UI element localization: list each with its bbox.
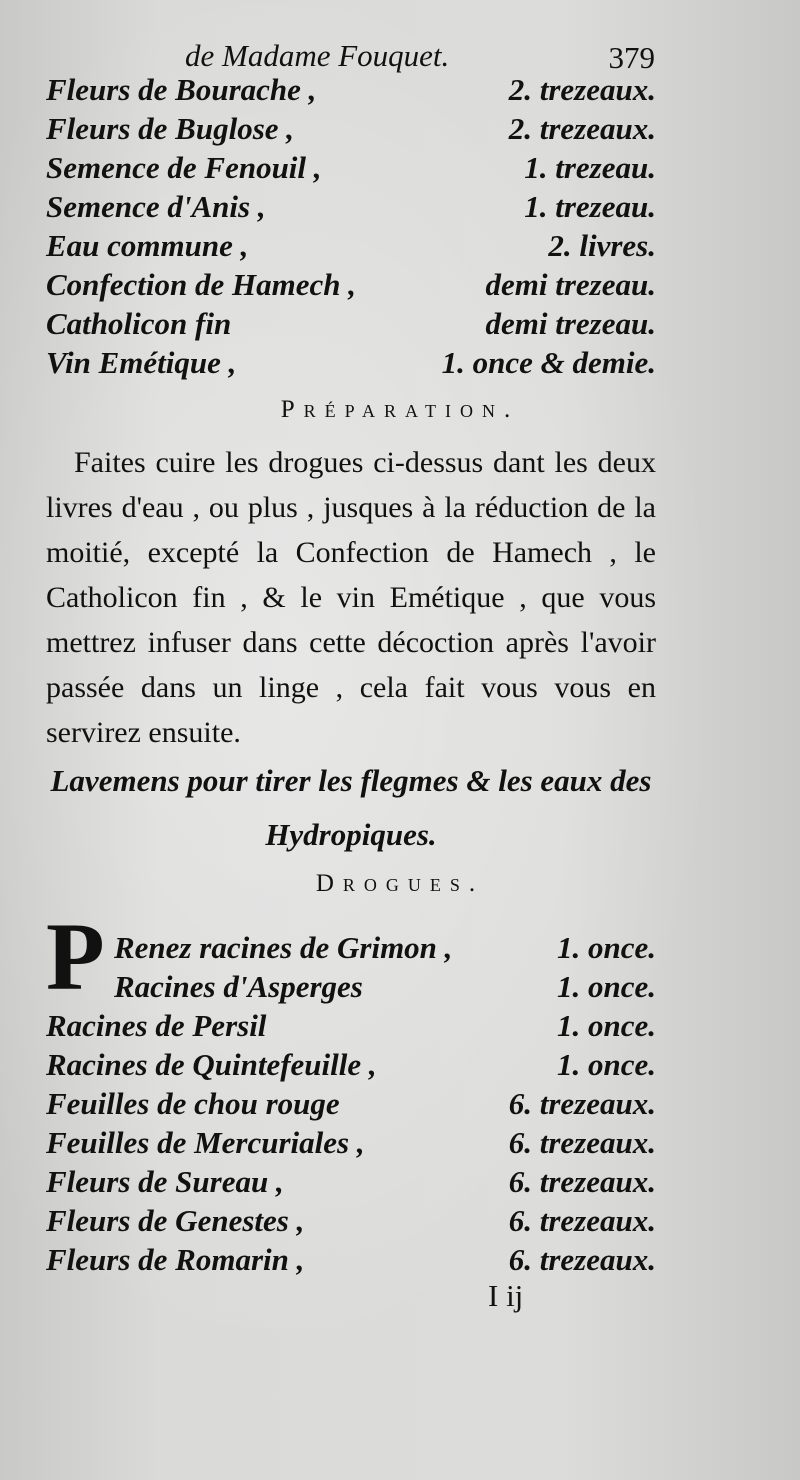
ingredient-row [46, 111, 656, 150]
page-number: 379 [608, 40, 655, 75]
ingredient-row [46, 72, 656, 111]
ingredient-quantity: 2. livres. [548, 228, 656, 263]
ingredient-row [46, 930, 656, 969]
ingredient-row [46, 1203, 656, 1242]
ingredient-quantity: 1. once. [556, 969, 656, 1004]
ingredient-quantity: demi trezeau. [485, 306, 656, 341]
ingredient-row [46, 267, 656, 306]
preparation-heading: Préparation. [280, 396, 520, 423]
drop-cap-initial: P [46, 903, 105, 1010]
first-ingredient-list [46, 72, 656, 384]
ingredient-name: Racines de Persil [46, 1008, 267, 1043]
ingredient-quantity: 6. trezeaux. [508, 1125, 656, 1160]
ingredient-row [46, 345, 656, 384]
ingredient-row [46, 969, 656, 1008]
ingredient-row [46, 228, 656, 267]
ingredient-row [46, 1164, 656, 1203]
ingredient-name: Vin Emétique , [46, 345, 237, 380]
ingredient-quantity: 1. once. [556, 1008, 656, 1043]
preparation-text: Faites cuire les drogues ci-dessus dant les deux livres d'eau , ou plus , jusques à la réduction de la moitié, excepté la Confection de Hamech , le Catholicon fin , & le vin Emétique , que vous mettrez infuser dans cette décoction après l'avoir passée dans un linge , cela fait vous vous en servirez ensuite. [46, 446, 656, 749]
ingredient-name: Confection de Hamech , [46, 267, 356, 302]
recipe-title: Lavemens pour tirer les flegmes & les eaux des Hydropiques. [50, 763, 652, 852]
ingredient-name: Semence d'Anis , [46, 189, 266, 224]
ingredient-name: Racines d'Asperges [114, 969, 363, 1004]
ingredient-quantity: 6. trezeaux. [508, 1086, 656, 1121]
ingredient-name: Fleurs de Romarin , [46, 1242, 305, 1277]
ingredient-row [46, 189, 656, 228]
ingredient-quantity: 1. trezeau. [524, 150, 656, 185]
running-head: de Madame Fouquet. [185, 38, 450, 73]
ingredient-name: Catholicon fin [46, 306, 232, 341]
drogues-heading: Drogues. [315, 870, 485, 897]
ingredient-row [46, 1086, 656, 1125]
ingredient-name: Fleurs de Genestes , [46, 1203, 305, 1238]
ingredient-quantity: 2. trezeaux. [508, 111, 656, 146]
ingredient-quantity: demi trezeau. [485, 267, 656, 302]
ingredient-row [46, 1125, 656, 1164]
ingredient-name: Fleurs de Buglose , [46, 111, 295, 146]
ingredient-row [46, 1242, 656, 1281]
signature-mark: I ij [488, 1278, 524, 1313]
ingredient-quantity: 2. trezeaux. [508, 72, 656, 107]
ingredient-row [46, 306, 656, 345]
ingredient-name: Eau commune , [46, 228, 249, 263]
ingredient-row [46, 1008, 656, 1047]
ingredient-name: Racines de Quintefeuille , [46, 1047, 377, 1082]
ingredient-name: Renez racines de Grimon , [114, 930, 453, 965]
ingredient-quantity: 1. trezeau. [524, 189, 656, 224]
ingredient-quantity: 6. trezeaux. [508, 1203, 656, 1238]
second-ingredient-list [46, 930, 656, 1281]
ingredient-name: Feuilles de chou rouge [46, 1086, 340, 1121]
ingredient-row [46, 150, 656, 189]
ingredient-quantity: 6. trezeaux. [508, 1242, 656, 1277]
ingredient-quantity: 1. once. [556, 1047, 656, 1082]
ingredient-quantity: 1. once & demie. [441, 345, 656, 380]
ingredient-quantity: 1. once. [556, 930, 656, 965]
ingredient-name: Feuilles de Mercuriales , [46, 1125, 365, 1160]
ingredient-name: Fleurs de Bourache , [46, 72, 317, 107]
ingredient-quantity: 6. trezeaux. [508, 1164, 656, 1199]
ingredient-name: Semence de Fenouil , [46, 150, 322, 185]
ingredient-row [46, 1047, 656, 1086]
ingredient-name: Fleurs de Sureau , [46, 1164, 284, 1199]
